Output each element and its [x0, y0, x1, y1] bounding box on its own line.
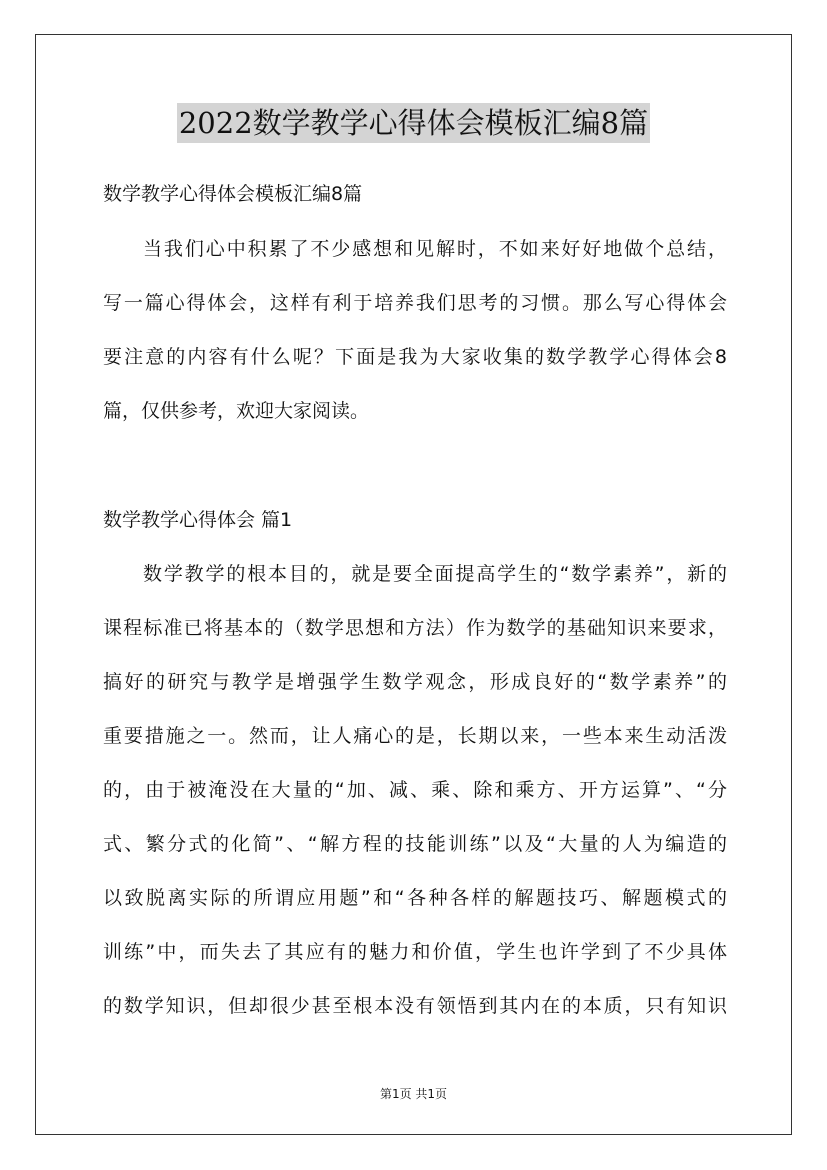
section-line: 课程标准已将基本的（数学思想和方法）作为数学的基础知识来要求， [103, 617, 727, 639]
section-line: 的数学知识，但却很少甚至根本没有领悟到其内在的本质，只有知识 [103, 995, 727, 1017]
section-heading: 数学教学心得体会 篇1 [103, 509, 293, 531]
page-footer: 第1页 共1页 [379, 1087, 448, 1101]
section-line: 重要措施之一。然而，让人痛心的是，长期以来，一些本来生动活泼 [103, 725, 727, 747]
section-line: 搞好的研究与教学是增强学生数学观念，形成良好的“数学素养”的 [103, 671, 727, 693]
intro-line: 当我们心中积累了不少感想和见解时，不如来好好地做个总结， [143, 238, 727, 260]
intro-line: 要注意的内容有什么呢？下面是我为大家收集的数学教学心得体会8 [103, 346, 727, 368]
section-line: 数学教学的根本目的，就是要全面提高学生的“数学素养”，新的 [143, 563, 727, 585]
intro-line: 写一篇心得体会，这样有利于培养我们思考的习惯。那么写心得体会 [103, 292, 727, 314]
document-title: 2022数学教学心得体会模板汇编8篇 [177, 103, 650, 143]
section-line: 以致脱离实际的所谓应用题”和“各种各样的解题技巧、解题模式的 [103, 887, 727, 909]
intro-line: 篇，仅供参考，欢迎大家阅读。 [103, 400, 370, 422]
section-line: 的，由于被淹没在大量的“加、减、乘、除和乘方、开方运算”、“分 [103, 779, 727, 801]
document-subtitle: 数学教学心得体会模板汇编8篇 [103, 183, 363, 205]
title-container [0, 103, 827, 143]
section-line: 式、繁分式的化简”、“解方程的技能训练”以及“大量的人为编造的 [103, 833, 727, 855]
section-line: 训练”中，而失去了其应有的魅力和价值，学生也许学到了不少具体 [103, 941, 727, 963]
